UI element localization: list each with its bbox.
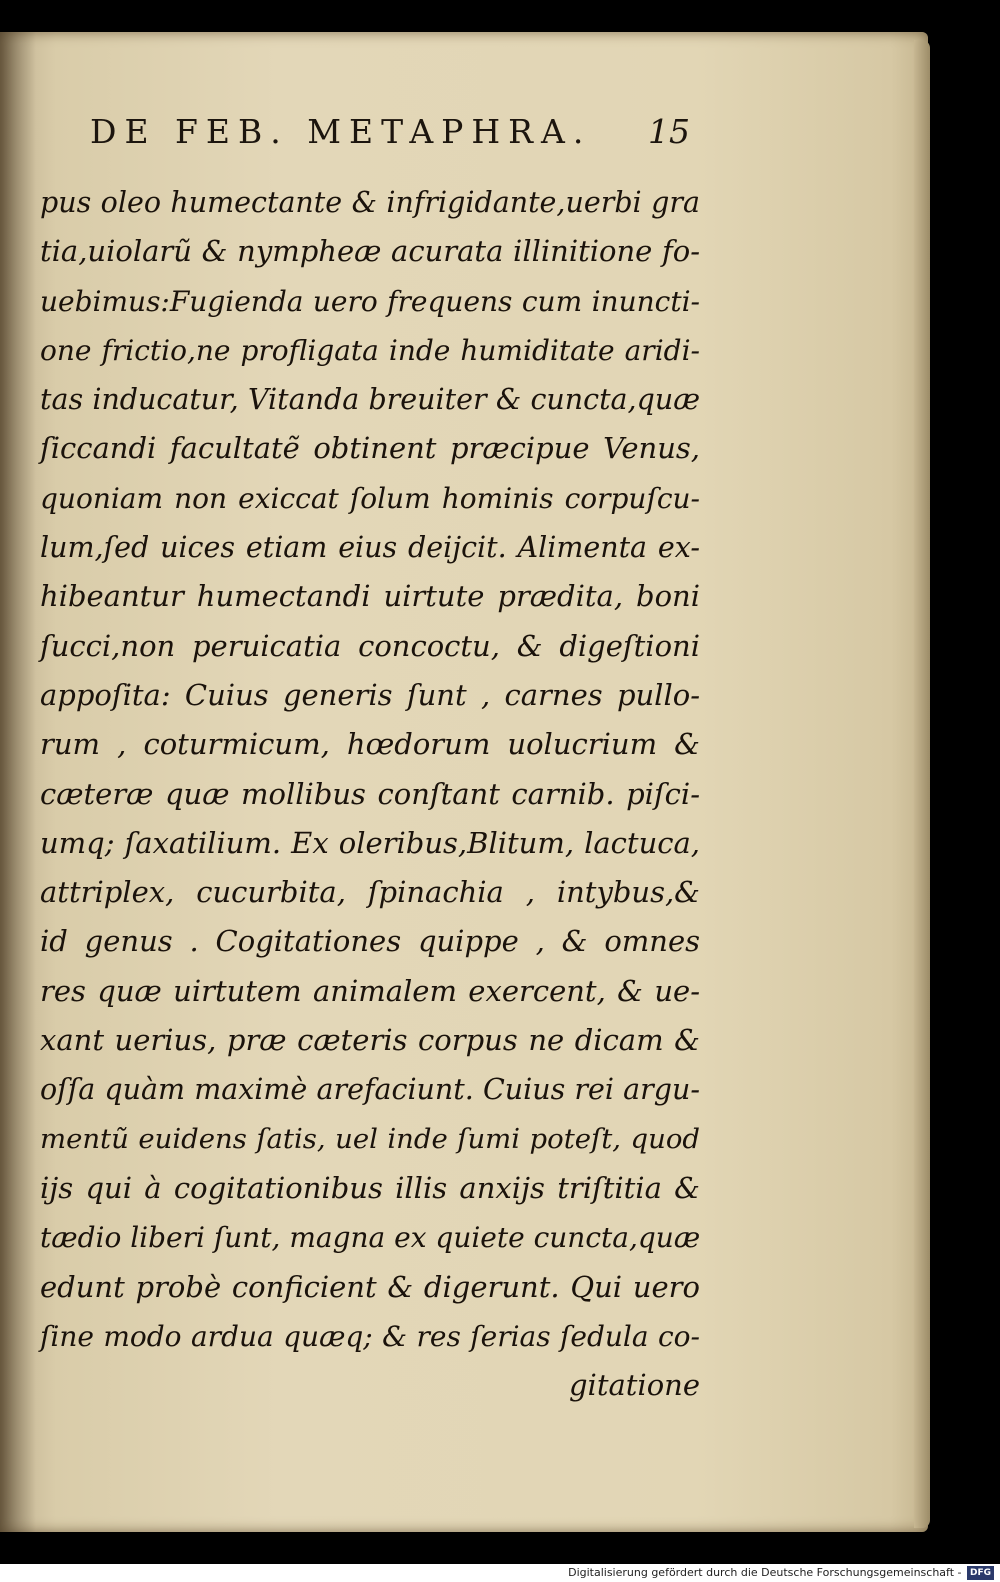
- text-line: one frictio,ne profligata inde humiditate aridi-: [40, 333, 700, 367]
- text-line: xant uerius, præ cæteris corpus ne dicam &: [40, 1023, 700, 1058]
- text-line: lum,ſed uices etiam eius deijcit. Alimenta ex-: [40, 531, 700, 565]
- text-line: id genus . Cogitationes quippe , & omnes: [40, 924, 700, 959]
- page-edge: [914, 40, 930, 1528]
- page-number: 15: [648, 112, 690, 151]
- text-line: oſſa quàm maximè arefaciunt. Cuius rei argu-: [40, 1073, 700, 1107]
- text-line: uebimus:Fugienda uero frequens cum inuncti-: [40, 284, 700, 318]
- digitization-footer: [0, 1564, 1000, 1582]
- text-line: mentũ euidens ſatis, uel inde ſumi poteſt, quod: [40, 1122, 700, 1155]
- text-line: tædio liberi ſunt, magna ex quiete cuncta,quæ: [40, 1221, 701, 1255]
- spine-shadow: [0, 32, 36, 1532]
- text-line: attriplex, cucurbita, ſpinachia , intybus,&: [40, 875, 700, 910]
- text-line: ſine modo ardua quæq; & res ſerias ſedula co-: [40, 1319, 700, 1353]
- running-title: DE FEB. METAPHRA.: [90, 112, 592, 151]
- text-line: pus oleo humectante & infrigidante,uerbi gra: [40, 186, 700, 219]
- text-line: res quæ uirtutem animalem exercent, & ue-: [40, 973, 700, 1008]
- text-line: hibeantur humectandi uirtute prædita, boni: [40, 579, 700, 614]
- text-line: quoniam non exiccat ſolum hominis corpuſcu-: [40, 481, 700, 515]
- text-line: ſucci,non peruicatia concoctu, & digeſtioni: [40, 628, 700, 663]
- text-line: tas inducatur, Vitanda breuiter & cuncta,quæ: [40, 383, 700, 417]
- catchword: gitatione: [568, 1368, 700, 1403]
- text-line: edunt probè conficient & digerunt. Qui uero: [40, 1269, 700, 1304]
- text-line: tia,uiolarũ & nympheæ acurata illinitione fo-: [40, 234, 700, 269]
- running-header: [90, 112, 690, 156]
- text-line: cæteræ quæ mollibus conſtant carnib. piſci-: [40, 776, 700, 811]
- dfg-logo: DFG: [967, 1566, 994, 1580]
- footer-text: Digitalisierung gefördert durch die Deutsche Forschungsgemeinschaft -: [568, 1566, 962, 1579]
- text-line: rum , coturmicum, hœdorum uolucrium &: [40, 727, 700, 762]
- text-line: umq; ſaxatilium. Ex oleribus,Blitum, lactuca,: [40, 825, 700, 860]
- text-line: appoſita: Cuius generis ſunt , carnes pullo-: [40, 677, 700, 712]
- text-line: ſiccandi facultatẽ obtinent præcipue Venus,: [40, 431, 700, 466]
- text-line: ijs qui à cogitationibus illis anxijs triſtitia &: [40, 1170, 700, 1205]
- body-text: [40, 178, 700, 1410]
